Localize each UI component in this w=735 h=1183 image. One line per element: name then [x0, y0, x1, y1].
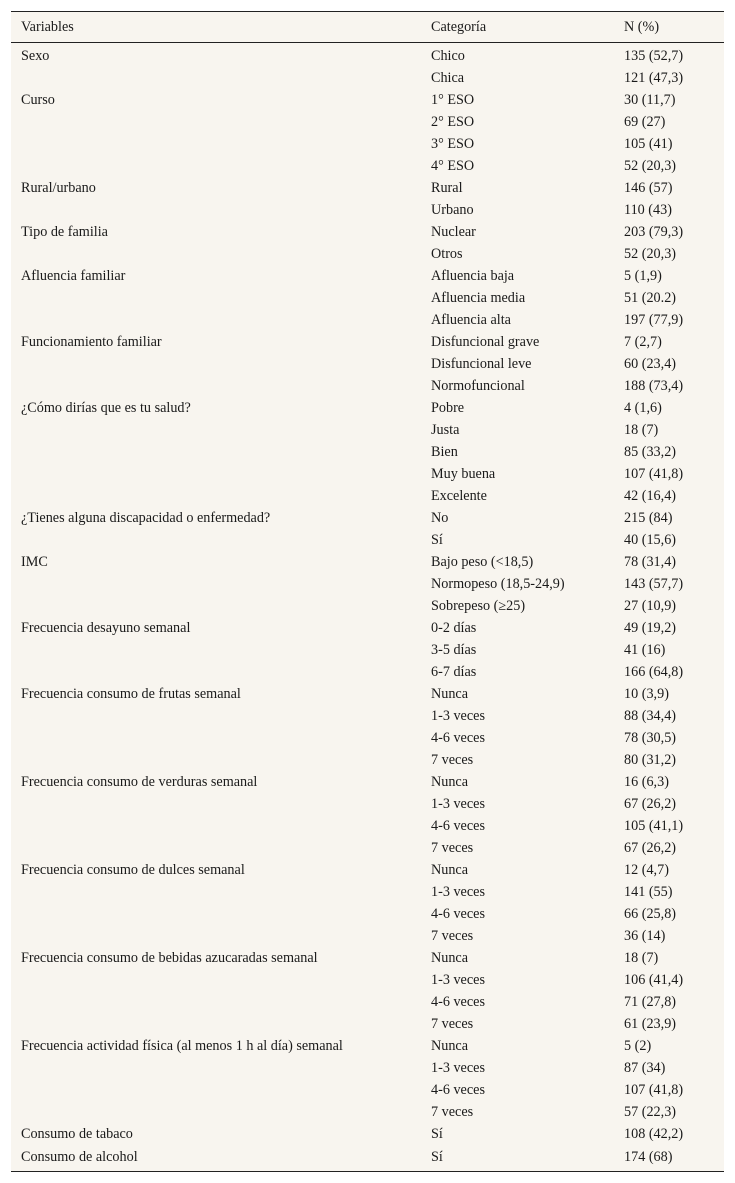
cell-category: Nunca: [431, 949, 469, 966]
cell-n-percent: 87 (34): [624, 1059, 666, 1076]
cell-n-percent: 88 (34,4): [624, 707, 677, 724]
cell-n-percent: 18 (7): [624, 421, 659, 438]
cell-n-percent: 110 (43): [624, 201, 672, 218]
cell-n-percent: 40 (15,6): [624, 531, 677, 548]
cell-n-percent: 66 (25,8): [624, 905, 677, 922]
cell-n-percent: 166 (64,8): [624, 663, 684, 680]
cell-variable: [11, 727, 421, 749]
cell-n-percent: 105 (41): [624, 135, 673, 152]
cell-variable: Frecuencia consumo de dulces semanal: [21, 861, 245, 878]
table-row: [11, 441, 724, 463]
cell-n-percent: 61 (23,9): [624, 1015, 677, 1032]
table-row: [11, 287, 724, 309]
cell-variable: ¿Cómo dirías que es tu salud?: [21, 399, 191, 416]
cell-category: 4-6 veces: [431, 1081, 485, 1098]
table-row: [11, 859, 724, 881]
cell-category: 3-5 días: [431, 641, 477, 658]
cell-n-percent: 12 (4,7): [624, 861, 669, 878]
table-header: [11, 12, 724, 43]
table-row: [11, 749, 724, 771]
table-row: [11, 573, 724, 595]
cell-n-percent: 107 (41,8): [624, 1081, 684, 1098]
cell-category: 2° ESO: [431, 113, 475, 130]
table-row: [11, 1013, 724, 1035]
cell-variable: Frecuencia actividad física (al menos 1 h al día) semanal: [21, 1037, 343, 1054]
cell-category: 1-3 veces: [431, 1059, 485, 1076]
cell-variable: [11, 441, 421, 463]
cell-category: 1-3 veces: [431, 707, 485, 724]
cell-variable: [11, 969, 421, 991]
cell-n-percent: 135 (52,7): [624, 47, 684, 64]
cell-category: Sobrepeso (≥25): [431, 597, 526, 614]
cell-variable: [11, 639, 421, 661]
cell-variable: [11, 1101, 421, 1123]
cell-variable: [11, 155, 421, 177]
cell-variable: [11, 67, 421, 89]
cell-variable: [11, 375, 421, 397]
table-row: [11, 375, 724, 397]
cell-n-percent: 30 (11,7): [624, 91, 676, 108]
cell-category: Bajo peso (<18,5): [431, 553, 534, 570]
cell-variable: [11, 463, 421, 485]
cell-variable: [11, 661, 421, 683]
cell-n-percent: 143 (57,7): [624, 575, 684, 592]
cell-category: Disfuncional grave: [431, 333, 540, 350]
cell-category: 7 veces: [431, 1015, 474, 1032]
cell-n-percent: 4 (1,6): [624, 399, 662, 416]
cell-category: 7 veces: [431, 1103, 474, 1120]
cell-category: Normofuncional: [431, 377, 525, 394]
table-row: [11, 463, 724, 485]
cell-category: 1° ESO: [431, 91, 475, 108]
table-row: [11, 947, 724, 969]
table-row: [11, 881, 724, 903]
cell-category: 4-6 veces: [431, 729, 485, 746]
table-row: [11, 199, 724, 221]
header-row: [11, 12, 724, 43]
cell-n-percent: 5 (2): [624, 1037, 652, 1054]
cell-n-percent: 67 (26,2): [624, 795, 677, 812]
cell-category: 4-6 veces: [431, 817, 485, 834]
cell-n-percent: 67 (26,2): [624, 839, 677, 856]
cell-category: Chico: [431, 47, 465, 64]
table-row: [11, 67, 724, 89]
cell-n-percent: 7 (2,7): [624, 333, 662, 350]
table-row: [11, 419, 724, 441]
cell-n-percent: 51 (20.2): [624, 289, 677, 306]
table-row: [11, 617, 724, 639]
cell-category: Urbano: [431, 201, 474, 218]
cell-variable: Consumo de tabaco: [21, 1125, 133, 1142]
cell-variable: [11, 595, 421, 617]
table-row: [11, 221, 724, 243]
cell-category: Nunca: [431, 685, 469, 702]
cell-n-percent: 36 (14): [624, 927, 666, 944]
cell-n-percent: 52 (20,3): [624, 245, 677, 262]
table-row: [11, 705, 724, 727]
cell-n-percent: 203 (79,3): [624, 223, 684, 240]
cell-n-percent: 141 (55): [624, 883, 673, 900]
table-body: [11, 43, 724, 1172]
cell-category: 3° ESO: [431, 135, 475, 152]
cell-n-percent: 18 (7): [624, 949, 659, 966]
table-row: [11, 309, 724, 331]
cell-category: 7 veces: [431, 839, 474, 856]
cell-category: Sí: [431, 531, 443, 548]
cell-n-percent: 27 (10,9): [624, 597, 677, 614]
cell-variable: [11, 991, 421, 1013]
cell-category: Nunca: [431, 773, 469, 790]
cell-n-percent: 85 (33,2): [624, 443, 677, 460]
cell-n-percent: 49 (19,2): [624, 619, 677, 636]
cell-n-percent: 188 (73,4): [624, 377, 684, 394]
cell-category: Afluencia baja: [431, 267, 515, 284]
cell-category: 4° ESO: [431, 157, 475, 174]
cell-category: Sí: [431, 1148, 443, 1165]
table-row: [11, 1057, 724, 1079]
cell-variable: [11, 111, 421, 133]
cell-variable: IMC: [21, 553, 48, 570]
cell-n-percent: 60 (23,4): [624, 355, 677, 372]
cell-variable: Funcionamiento familiar: [21, 333, 162, 350]
table-row: [11, 1145, 724, 1171]
cell-variable: [11, 1079, 421, 1101]
header-categoria: Categoría: [421, 12, 614, 43]
cell-variable: [11, 705, 421, 727]
cell-category: Pobre: [431, 399, 465, 416]
table-row: [11, 661, 724, 683]
cell-n-percent: 108 (42,2): [624, 1125, 684, 1142]
cell-n-percent: 42 (16,4): [624, 487, 677, 504]
data-table: [11, 12, 724, 1171]
cell-category: 7 veces: [431, 927, 474, 944]
cell-n-percent: 80 (31,2): [624, 751, 677, 768]
table-row: [11, 595, 724, 617]
cell-variable: [11, 287, 421, 309]
cell-category: 0-2 días: [431, 619, 477, 636]
cell-variable: [11, 1057, 421, 1079]
cell-n-percent: 106 (41,4): [624, 971, 684, 988]
cell-category: 6-7 días: [431, 663, 477, 680]
table-row: [11, 265, 724, 287]
cell-category: 1-3 veces: [431, 795, 485, 812]
table-row: [11, 903, 724, 925]
cell-variable: [11, 573, 421, 595]
table-row: [11, 1035, 724, 1057]
table-row: [11, 683, 724, 705]
cell-variable: [11, 903, 421, 925]
table-row: [11, 177, 724, 199]
cell-category: Nuclear: [431, 223, 476, 240]
table-row: [11, 1123, 724, 1145]
cell-category: Muy buena: [431, 465, 496, 482]
cell-category: Otros: [431, 245, 463, 262]
header-variables: Variables: [11, 12, 421, 43]
cell-n-percent: 16 (6,3): [624, 773, 669, 790]
cell-category: 1-3 veces: [431, 883, 485, 900]
cell-n-percent: 78 (31,4): [624, 553, 677, 570]
cell-n-percent: 174 (68): [624, 1148, 673, 1165]
cell-variable: [11, 529, 421, 551]
cell-n-percent: 71 (27,8): [624, 993, 677, 1010]
cell-n-percent: 105 (41,1): [624, 817, 684, 834]
table-row: [11, 837, 724, 859]
table-row: [11, 111, 724, 133]
cell-category: 4-6 veces: [431, 905, 485, 922]
cell-variable: [11, 837, 421, 859]
cell-n-percent: 197 (77,9): [624, 311, 684, 328]
cell-variable: [11, 881, 421, 903]
cell-variable: Tipo de familia: [21, 223, 108, 240]
table-row: [11, 507, 724, 529]
table-row: [11, 89, 724, 111]
cell-variable: Frecuencia consumo de verduras semanal: [21, 773, 258, 790]
cell-variable: Curso: [21, 91, 55, 108]
cell-variable: [11, 815, 421, 837]
table-row: [11, 969, 724, 991]
table-row: [11, 353, 724, 375]
cell-category: Excelente: [431, 487, 487, 504]
cell-variable: Frecuencia consumo de bebidas azucaradas semanal: [21, 949, 318, 966]
table-row: [11, 485, 724, 507]
cell-variable: Frecuencia desayuno semanal: [21, 619, 191, 636]
cell-variable: [11, 309, 421, 331]
cell-variable: [11, 1013, 421, 1035]
table-row: [11, 793, 724, 815]
table-row: [11, 815, 724, 837]
cell-category: Sí: [431, 1125, 443, 1142]
cell-variable: Sexo: [21, 47, 50, 64]
table-row: [11, 43, 724, 68]
cell-n-percent: 10 (3,9): [624, 685, 669, 702]
cell-category: Justa: [431, 421, 460, 438]
cell-n-percent: 146 (57): [624, 179, 673, 196]
cell-variable: Afluencia familiar: [21, 267, 126, 284]
cell-variable: Consumo de alcohol: [21, 1148, 138, 1165]
cell-n-percent: 41 (16): [624, 641, 666, 658]
cell-category: 4-6 veces: [431, 993, 485, 1010]
cell-variable: [11, 925, 421, 947]
cell-category: No: [431, 509, 449, 526]
cell-n-percent: 5 (1,9): [624, 267, 662, 284]
cell-category: Chica: [431, 69, 465, 86]
cell-variable: [11, 749, 421, 771]
cell-n-percent: 107 (41,8): [624, 465, 684, 482]
table-row: [11, 639, 724, 661]
cell-n-percent: 52 (20,3): [624, 157, 677, 174]
cell-variable: [11, 243, 421, 265]
cell-variable: [11, 199, 421, 221]
header-n-percent: N (%): [614, 12, 724, 43]
cell-category: Afluencia alta: [431, 311, 511, 328]
cell-variable: ¿Tienes alguna discapacidad o enfermedad?: [21, 509, 271, 526]
table-row: [11, 529, 724, 551]
table-row: [11, 155, 724, 177]
cell-variable: [11, 353, 421, 375]
table-row: [11, 771, 724, 793]
cell-variable: [11, 793, 421, 815]
cell-n-percent: 69 (27): [624, 113, 666, 130]
cell-variable: [11, 133, 421, 155]
cell-category: Bien: [431, 443, 458, 460]
cell-category: 1-3 veces: [431, 971, 485, 988]
table-row: [11, 727, 724, 749]
cell-n-percent: 78 (30,5): [624, 729, 677, 746]
cell-category: Disfuncional leve: [431, 355, 532, 372]
table-row: [11, 925, 724, 947]
table-row: [11, 1101, 724, 1123]
table-row: [11, 991, 724, 1013]
table-row: [11, 397, 724, 419]
cell-variable: [11, 419, 421, 441]
cell-variable: [11, 485, 421, 507]
cell-category: Afluencia media: [431, 289, 526, 306]
table-row: [11, 1079, 724, 1101]
cell-category: Rural: [431, 179, 463, 196]
table-row: [11, 551, 724, 573]
cell-n-percent: 121 (47,3): [624, 69, 684, 86]
cell-category: 7 veces: [431, 751, 474, 768]
table-row: [11, 243, 724, 265]
cell-n-percent: 215 (84): [624, 509, 673, 526]
cell-variable: Rural/urbano: [21, 179, 96, 196]
data-table-container: [11, 11, 724, 1172]
cell-category: Nunca: [431, 1037, 469, 1054]
cell-category: Normopeso (18,5-24,9): [431, 575, 565, 592]
cell-category: Nunca: [431, 861, 469, 878]
table-row: [11, 331, 724, 353]
table-row: [11, 133, 724, 155]
cell-n-percent: 57 (22,3): [624, 1103, 677, 1120]
cell-variable: Frecuencia consumo de frutas semanal: [21, 685, 241, 702]
